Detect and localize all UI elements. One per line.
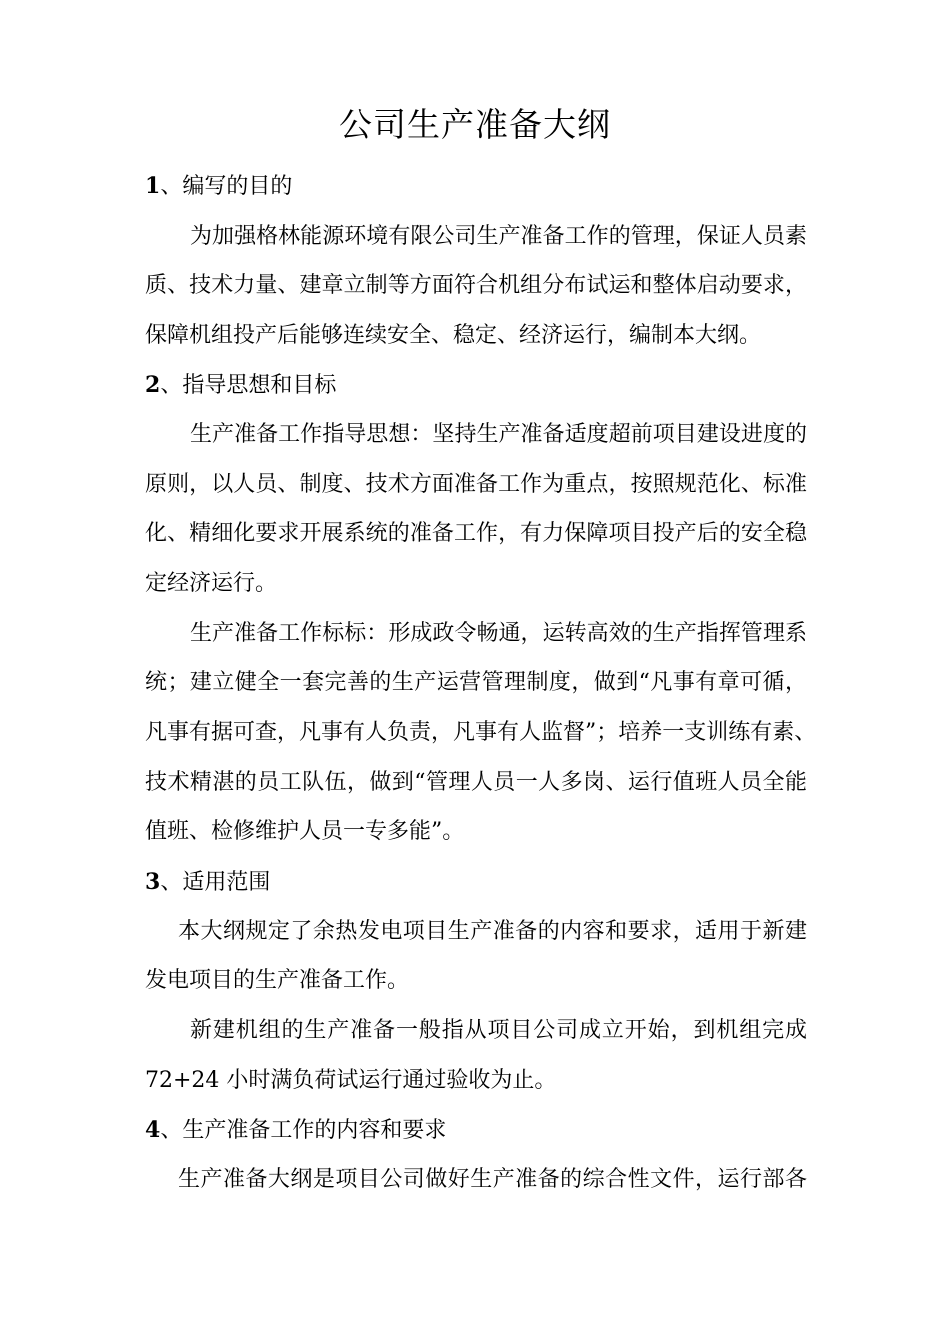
section-number: 4 (145, 1117, 161, 1143)
document-title: 公司生产准备大纲 (339, 105, 611, 144)
section-number: 1 (145, 173, 161, 199)
section-heading-text: 、编写的目的 (160, 174, 293, 199)
paragraph-line: 化、精细化要求开展系统的准备工作，有力保障项目投产后的安全稳 (145, 521, 807, 546)
paragraph-line: 生产准备大纲是项目公司做好生产准备的综合性文件，运行部各 (178, 1167, 807, 1192)
paragraph-line: 生产准备工作标标：形成政令畅通，运转高效的生产指挥管理系 (190, 621, 807, 646)
paragraph-line: 保障机组投产后能够连续安全、稳定、经济运行，编制本大纲。 (145, 323, 762, 348)
paragraph-line: 72+24 小时满负荷试运行通过验收为止。 (145, 1068, 557, 1093)
section-heading-text: 、生产准备工作的内容和要求 (160, 1118, 447, 1143)
paragraph-line: 新建机组的生产准备一般指从项目公司成立开始，到机组完成 (190, 1018, 807, 1043)
paragraph-line: 生产准备工作指导思想：坚持生产准备适度超前项目建设进度的 (190, 422, 807, 447)
section-heading-text: 、指导思想和目标 (160, 373, 337, 398)
paragraph-line: 质、技术力量、建章立制等方面符合机组分布试运和整体启动要求， (145, 273, 807, 298)
paragraph-line: 发电项目的生产准备工作。 (145, 968, 410, 993)
section-1-heading (145, 170, 292, 203)
paragraph-line: 值班、检修维护人员一专多能”。 (145, 819, 465, 844)
section-heading-text: 、适用范围 (160, 870, 271, 895)
paragraph-line: 统；建立健全一套完善的生产运营管理制度，做到“凡事有章可循， (145, 670, 807, 695)
section-number: 2 (145, 372, 161, 398)
paragraph-line: 原则，以人员、制度、技术方面准备工作为重点，按照规范化、标准 (145, 472, 807, 497)
paragraph-line: 技术精湛的员工队伍，做到“管理人员一人多岗、运行值班人员全能 (145, 770, 807, 795)
paragraph-line: 为加强格林能源环境有限公司生产准备工作的管理，保证人员素 (190, 224, 807, 249)
section-number: 3 (145, 869, 161, 895)
section-2-heading (145, 369, 336, 402)
paragraph-line: 本大纲规定了余热发电项目生产准备的内容和要求，适用于新建 (178, 919, 807, 944)
paragraph-line: 凡事有据可查，凡事有人负责，凡事有人监督”；培养一支训练有素、 (145, 720, 817, 745)
paragraph-line: 定经济运行。 (145, 571, 278, 596)
section-4-heading (145, 1114, 446, 1147)
section-3-heading (145, 866, 270, 899)
